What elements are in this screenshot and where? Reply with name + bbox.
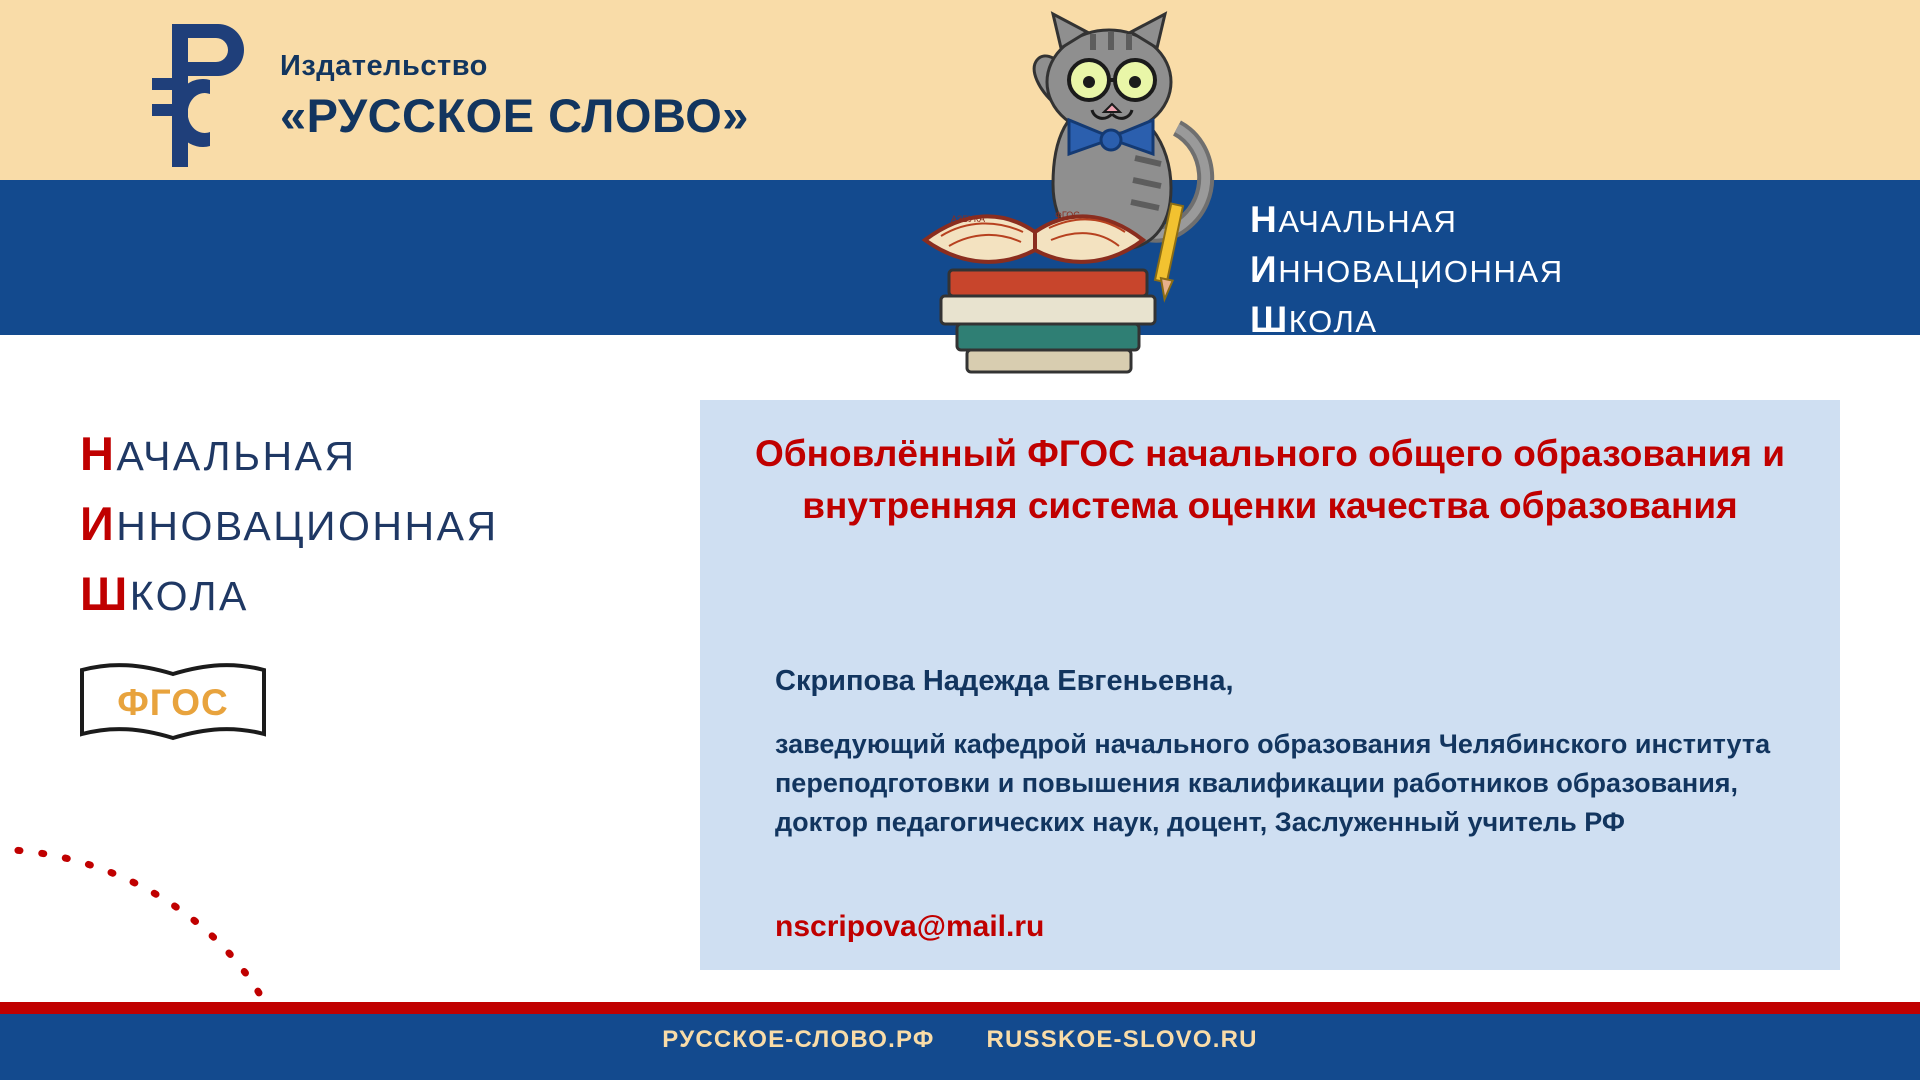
main-content-panel [700,400,1840,970]
brand-initial: Н [80,427,117,480]
brand-initial: Н [1250,199,1279,240]
publisher-subtitle: Издательство [280,50,488,82]
brand-rest: ННОВАЦИОННАЯ [1278,254,1564,289]
publisher-name: «РУССКОЕ СЛОВО» [280,89,749,142]
left-brand-line-2 [80,490,499,560]
brand-rest: КОЛА [129,573,249,619]
publisher-logo [150,12,790,172]
brand-rest: ННОВАЦИОННАЯ [116,503,499,549]
left-brand-title [80,420,499,630]
left-brand-line-3 [80,560,499,630]
header-brand-line-1 [1250,196,1564,246]
brand-rest: АЧАЛЬНАЯ [116,433,357,479]
svg-text:АЗБУКА: АЗБУКА [951,214,986,224]
brand-initial: Ш [80,567,130,620]
header-brand-title [1250,196,1564,346]
left-brand-line-1 [80,420,499,490]
author-affiliation: заведующий кафедрой начального образования Челябинского института переподготовки и повышения квалификации работников образования, доктор педагогических наук, доцент, Заслуженный учитель РФ [775,729,1771,837]
fgos-badge-label: ФГОС [117,681,229,723]
brand-rest: КОЛА [1288,304,1378,339]
brand-initial: И [1250,249,1279,290]
brand-initial: Ш [1250,299,1289,340]
brand-initial: И [80,497,117,550]
author-email[interactable]: nscripova@mail.ru [775,910,1045,943]
footer-links [0,1026,1920,1054]
svg-text:ФГОС: ФГОС [1055,210,1080,220]
footer-link-ru-domain[interactable]: РУССКОЕ-СЛОВО.РФ [662,1026,935,1053]
fgos-badge [78,660,268,745]
brand-rest: АЧАЛЬНАЯ [1278,204,1458,239]
header-brand-line-2 [1250,246,1564,296]
publisher-monogram-icon [150,18,260,173]
header-brand-line-3 [1250,296,1564,346]
footer-red-rule [0,1002,1920,1014]
cat-on-books-icon [905,8,1245,378]
footer-link-com-domain[interactable]: RUSSKOE-SLOVO.RU [986,1026,1258,1053]
author-name: Скрипова Надежда Евгеньевна, [775,665,1234,697]
presentation-title: Обновлённый ФГОС начального общего образования и внутренняя система оценки качества образования [755,433,1785,526]
